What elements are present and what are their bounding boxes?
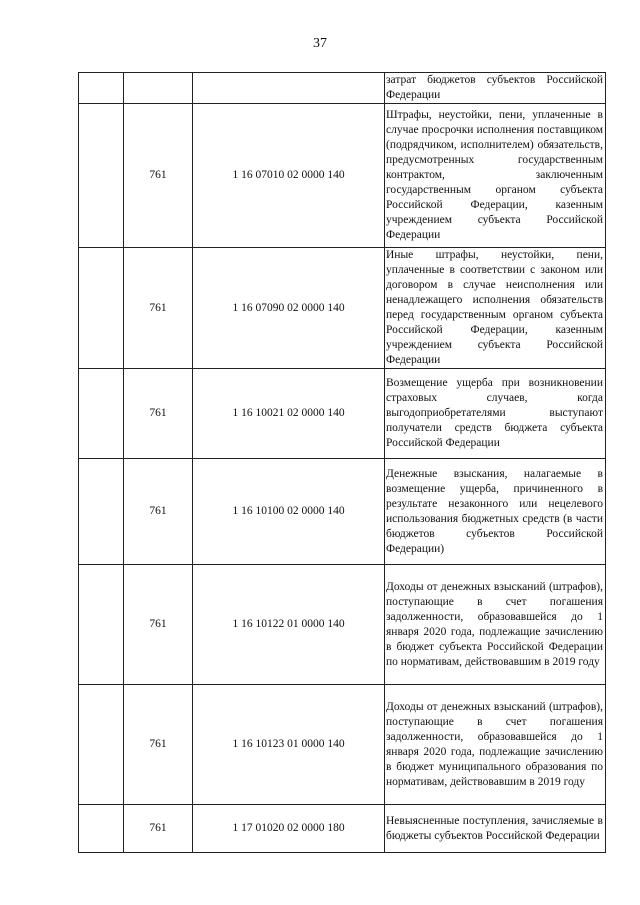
admin-code-cell: 761: [124, 805, 193, 853]
admin-code-cell: 761: [124, 248, 193, 369]
description-cell: [385, 459, 606, 565]
budget-code-cell: 1 16 10122 01 0000 140: [193, 565, 385, 685]
admin-code-cell: 761: [124, 104, 193, 248]
budget-code-cell: 1 16 10123 01 0000 140: [193, 685, 385, 805]
description-cell: [385, 369, 606, 459]
table-row: [79, 805, 606, 853]
table-row: [79, 565, 606, 685]
budget-revenue-table: [78, 72, 606, 853]
empty-cell: [79, 73, 124, 104]
admin-code-cell: 761: [124, 369, 193, 459]
description-cell: [385, 104, 606, 248]
description-text: Иные штрафы, неустойки, пени, уплаченные в соответствии с законом или договором в случае неисполнения или ненадлежащего исполнения обязательств перед государственным органом субъекта Российской Федерации, казенным учреждением субъекта Российской Федерации: [386, 249, 603, 366]
empty-cell: [79, 459, 124, 565]
admin-code-cell: 761: [124, 685, 193, 805]
empty-cell: [79, 565, 124, 685]
budget-code-cell: 1 16 10021 02 0000 140: [193, 369, 385, 459]
table-row: [79, 369, 606, 459]
description-text: затрат бюджетов субъектов Российской Федерации: [386, 74, 603, 101]
description-cell: [385, 685, 606, 805]
description-cell: [385, 248, 606, 369]
table-row: [79, 459, 606, 565]
description-text: Невыясненные поступления, зачисляемые в бюджеты субъектов Российской Федерации: [386, 814, 603, 842]
description-cell: [385, 805, 606, 853]
table-row: [79, 248, 606, 369]
empty-cell: [79, 248, 124, 369]
budget-code-cell: [193, 73, 385, 104]
empty-cell: [79, 685, 124, 805]
budget-code-cell: 1 16 10100 02 0000 140: [193, 459, 385, 565]
empty-cell: [79, 369, 124, 459]
admin-code-cell: 761: [124, 565, 193, 685]
admin-code-cell: 761: [124, 459, 193, 565]
description-cell: [385, 565, 606, 685]
budget-code-cell: 1 16 07090 02 0000 140: [193, 248, 385, 369]
description-cell: [385, 73, 606, 104]
empty-cell: [79, 104, 124, 248]
description-text: Штрафы, неустойки, пени, уплаченные в случае просрочки исполнения поставщиком (подрядчиком, исполнителем) обязательств, предусмотренных государственным контрактом, заключенным государственным органом субъекта Российской Федерации, казенным учреждением субъекта Российской Федерации: [386, 109, 603, 241]
empty-cell: [79, 805, 124, 853]
description-text: Денежные взыскания, налагаемые в возмещение ущерба, причиненного в результате незаконного или нецелевого использования бюджетных средств (в части бюджетов субъектов Российской Федерации): [386, 467, 603, 555]
table-row: [79, 104, 606, 248]
table-row: [79, 73, 606, 104]
page-number: 37: [313, 36, 327, 51]
description-text: Возмещение ущерба при возникновении страховых случаев, когда выгодоприобретателями выступают получатели средств бюджета субъекта Российской Федерации: [386, 377, 603, 449]
admin-code-cell: [124, 73, 193, 104]
description-text: Доходы от денежных взысканий (штрафов), поступающие в счет погашения задолженности, образовавшейся до 1 января 2020 года, подлежащие зачислению в бюджет субъекта Российской Федерации по нормативам, действовавшим в 2019 году: [386, 580, 603, 668]
description-text: Доходы от денежных взысканий (штрафов), поступающие в счет погашения задолженности, образовавшейся до 1 января 2020 года, подлежащие зачислению в бюджет муниципального образования по нормативам, действовавшим в 2019 году: [386, 700, 603, 788]
table-row: [79, 685, 606, 805]
budget-code-cell: 1 17 01020 02 0000 180: [193, 805, 385, 853]
budget-code-cell: 1 16 07010 02 0000 140: [193, 104, 385, 248]
